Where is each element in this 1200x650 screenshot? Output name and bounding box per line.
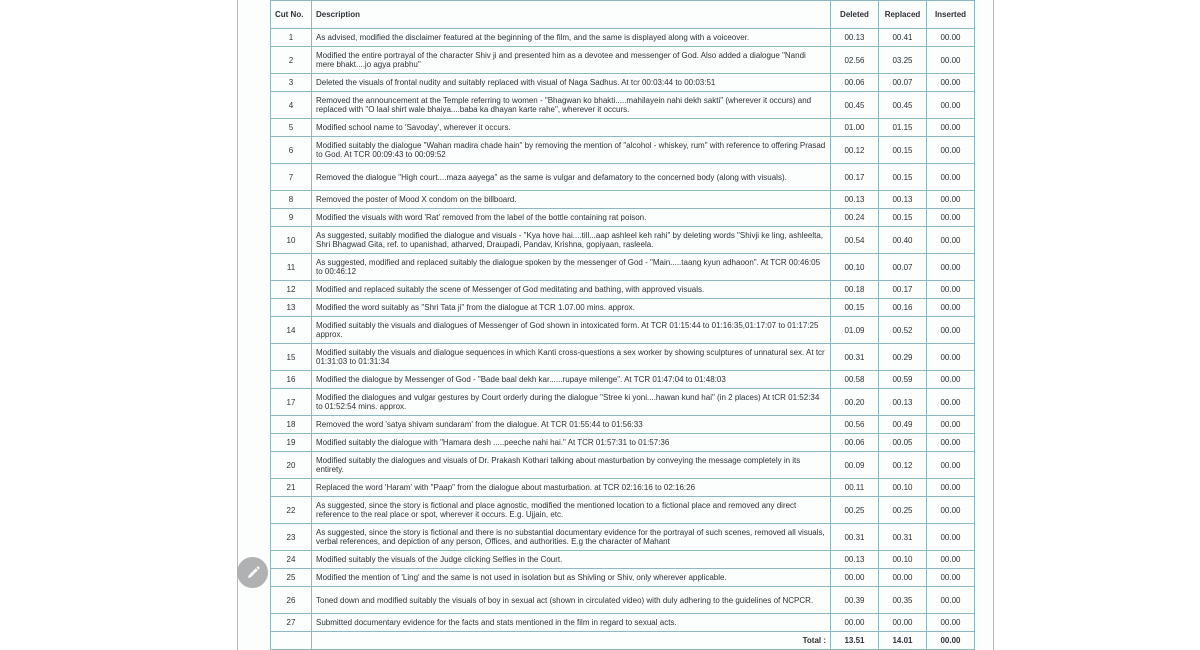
table-header-row xyxy=(271,1,975,29)
replaced-duration: 00.15 xyxy=(879,164,927,191)
deleted-duration: 00.25 xyxy=(831,497,879,524)
deleted-duration: 00.06 xyxy=(831,434,879,452)
inserted-duration: 00.00 xyxy=(927,389,975,416)
deleted-duration: 02.56 xyxy=(831,47,879,74)
cut-number: 3 xyxy=(271,74,312,92)
cut-description: Modified suitably the visuals and dialogues of Messenger of God shown in intoxicated form. At TCR 01:15:44 to 01:16:35,01:17:07 to 01:17:25 approx. xyxy=(312,317,831,344)
inserted-duration: 00.00 xyxy=(927,299,975,317)
inserted-duration: 00.00 xyxy=(927,614,975,632)
cut-number: 14 xyxy=(271,317,312,344)
cut-number: 18 xyxy=(271,416,312,434)
table-row xyxy=(271,497,975,524)
inserted-duration: 00.00 xyxy=(927,479,975,497)
cut-number: 2 xyxy=(271,47,312,74)
inserted-duration: 00.00 xyxy=(927,416,975,434)
inserted-duration: 00.00 xyxy=(927,317,975,344)
table-body xyxy=(271,29,975,632)
table-row xyxy=(271,434,975,452)
cut-description: Modified school name to 'Savoday', wherever it occurs. xyxy=(312,119,831,137)
table-row xyxy=(271,569,975,587)
inserted-duration: 00.00 xyxy=(927,452,975,479)
cut-description: Modified the dialogue by Messenger of God - "Bade baal dekh kar......rupaye milenge". At TCR 01:47:04 to 01:48:03 xyxy=(312,371,831,389)
replaced-duration: 00.15 xyxy=(879,137,927,164)
cuts-table xyxy=(270,0,975,650)
inserted-duration: 00.00 xyxy=(927,92,975,119)
inserted-duration: 00.00 xyxy=(927,47,975,74)
table-row xyxy=(271,209,975,227)
cut-number: 15 xyxy=(271,344,312,371)
cut-description: Modified suitably the visuals and dialogue sequences in which Kanti cross-questions a sex worker by showing sculptures of unnatural sex. At tcr 01:31:03 to 01:31:34 xyxy=(312,344,831,371)
table-row xyxy=(271,452,975,479)
cut-number: 12 xyxy=(271,281,312,299)
cut-description: Modified the mention of 'Ling' and the same is not used in isolation but as Shivling or Shiv, only wherever applicable. xyxy=(312,569,831,587)
deleted-duration: 00.56 xyxy=(831,416,879,434)
replaced-duration: 00.16 xyxy=(879,299,927,317)
cut-description: As suggested, since the story is fictional and place agnostic, modified the mentioned location to a fictional place and removed any direct reference to the real place or spot, wherever it occurs. E.g. Ujjain, etc. xyxy=(312,497,831,524)
inserted-duration: 00.00 xyxy=(927,434,975,452)
inserted-duration: 00.00 xyxy=(927,569,975,587)
cut-description: Modified suitably the visuals of the Judge clicking Selfies in the Court. xyxy=(312,551,831,569)
deleted-duration: 00.06 xyxy=(831,74,879,92)
cut-number: 27 xyxy=(271,614,312,632)
cut-description: Modified the visuals with word 'Rat' removed from the label of the bottle containing rat poison. xyxy=(312,209,831,227)
cut-number: 9 xyxy=(271,209,312,227)
deleted-duration: 00.12 xyxy=(831,137,879,164)
table-row xyxy=(271,389,975,416)
cut-description: Submitted documentary evidence for the facts and stats mentioned in the film in regard to sexual acts. xyxy=(312,614,831,632)
cut-description: As suggested, since the story is fictional and there is no substantial documentary evidence for the portrayal of such scenes, removed all visuals, verbal references, and depiction of any person, Offices, and authorities. E.g the character of Mahant xyxy=(312,524,831,551)
inserted-duration: 00.00 xyxy=(927,137,975,164)
cut-number: 8 xyxy=(271,191,312,209)
replaced-duration: 00.49 xyxy=(879,416,927,434)
inserted-duration: 00.00 xyxy=(927,164,975,191)
pencil-icon xyxy=(245,565,261,581)
deleted-duration: 00.45 xyxy=(831,92,879,119)
table-row xyxy=(271,416,975,434)
deleted-duration: 00.39 xyxy=(831,587,879,614)
replaced-duration: 00.52 xyxy=(879,317,927,344)
table-row xyxy=(271,164,975,191)
inserted-duration: 00.00 xyxy=(927,119,975,137)
table-row xyxy=(271,29,975,47)
replaced-duration: 00.17 xyxy=(879,281,927,299)
deleted-duration: 00.09 xyxy=(831,452,879,479)
replaced-duration: 00.25 xyxy=(879,497,927,524)
cut-description: Replaced the word 'Haram' with "Paap" from the dialogue about masturbation. at TCR 02:16:16 to 02:16:26 xyxy=(312,479,831,497)
inserted-duration: 00.00 xyxy=(927,344,975,371)
deleted-duration: 00.24 xyxy=(831,209,879,227)
deleted-duration: 00.11 xyxy=(831,479,879,497)
cut-number: 1 xyxy=(271,29,312,47)
cut-number: 10 xyxy=(271,227,312,254)
table-row xyxy=(271,371,975,389)
replaced-duration: 00.40 xyxy=(879,227,927,254)
total-inserted: 00.00 xyxy=(927,632,975,650)
replaced-duration: 00.10 xyxy=(879,479,927,497)
replaced-duration: 00.10 xyxy=(879,551,927,569)
deleted-duration: 00.00 xyxy=(831,614,879,632)
replaced-duration: 00.31 xyxy=(879,524,927,551)
cut-number: 25 xyxy=(271,569,312,587)
cut-number: 19 xyxy=(271,434,312,452)
total-replaced: 14.01 xyxy=(879,632,927,650)
replaced-duration: 00.13 xyxy=(879,191,927,209)
table-row xyxy=(271,74,975,92)
deleted-duration: 00.13 xyxy=(831,551,879,569)
cut-description: Modified suitably the dialogue "Wahan madira chade hain" by removing the mention of "alcohol - whiskey, rum" with reference to offering Prasad to God. At TCR 00:09:43 to 00:09:52 xyxy=(312,137,831,164)
table-row xyxy=(271,47,975,74)
replaced-duration: 00.59 xyxy=(879,371,927,389)
cut-description: Removed the dialogue "High court....maza aayega" as the same is vulgar and defamatory to the concerned body (along with visuals). xyxy=(312,164,831,191)
total-label: Total : xyxy=(312,632,831,650)
header-replaced: Replaced xyxy=(879,1,927,29)
cut-description: Removed the poster of Mood X condom on the billboard. xyxy=(312,191,831,209)
inserted-duration: 00.00 xyxy=(927,254,975,281)
cut-description: As advised, modified the disclaimer featured at the beginning of the film, and the same is displayed along with a voiceover. xyxy=(312,29,831,47)
replaced-duration: 01.15 xyxy=(879,119,927,137)
table-row xyxy=(271,137,975,164)
cut-number: 21 xyxy=(271,479,312,497)
header-deleted: Deleted xyxy=(831,1,879,29)
inserted-duration: 00.00 xyxy=(927,497,975,524)
total-spacer xyxy=(271,632,312,650)
cut-number: 5 xyxy=(271,119,312,137)
deleted-duration: 00.17 xyxy=(831,164,879,191)
table-row xyxy=(271,614,975,632)
inserted-duration: 00.00 xyxy=(927,29,975,47)
deleted-duration: 00.18 xyxy=(831,281,879,299)
cut-number: 22 xyxy=(271,497,312,524)
table-row xyxy=(271,299,975,317)
cut-number: 17 xyxy=(271,389,312,416)
replaced-duration: 00.07 xyxy=(879,254,927,281)
replaced-duration: 00.00 xyxy=(879,569,927,587)
cut-description: Removed the announcement at the Temple referring to women - "Bhagwan ko bhakti.....mahilayein nahi dekh sakti" (wherever it occurs) and replaced with "O laal shirt wale bhaiya....baba ka dhayan karte rahe", wherever it occurs. xyxy=(312,92,831,119)
inserted-duration: 00.00 xyxy=(927,227,975,254)
replaced-duration: 00.12 xyxy=(879,452,927,479)
replaced-duration: 00.45 xyxy=(879,92,927,119)
cut-number: 6 xyxy=(271,137,312,164)
replaced-duration: 00.07 xyxy=(879,74,927,92)
table-row xyxy=(271,119,975,137)
cut-number: 7 xyxy=(271,164,312,191)
cut-description: Modified suitably the dialogue with "Hamara desh .....peeche nahi hai." At TCR 01:57:31 to 01:57:36 xyxy=(312,434,831,452)
header-inserted: Inserted xyxy=(927,1,975,29)
cut-description: Modified the dialogues and vulgar gestures by Court orderly during the dialogue "Stree ki yoni....hawan kund hai" (in 2 places) At tCR 01:52:34 to 01:52:54 mins. approx. xyxy=(312,389,831,416)
deleted-duration: 00.54 xyxy=(831,227,879,254)
replaced-duration: 00.00 xyxy=(879,614,927,632)
table-row xyxy=(271,587,975,614)
cut-number: 4 xyxy=(271,92,312,119)
deleted-duration: 00.31 xyxy=(831,344,879,371)
cut-description: Toned down and modified suitably the visuals of boy in sexual act (shown in circulated video) with duly adhering to the guidelines of NCPCR. xyxy=(312,587,831,614)
table-row xyxy=(271,317,975,344)
cut-description: As suggested, modified and replaced suitably the dialogue spoken by the messenger of God - "Main.....taang kyun adhaoon". At TCR 00:46:05 to 00:46:12 xyxy=(312,254,831,281)
deleted-duration: 00.20 xyxy=(831,389,879,416)
table-row xyxy=(271,227,975,254)
inserted-duration: 00.00 xyxy=(927,209,975,227)
replaced-duration: 00.35 xyxy=(879,587,927,614)
total-row xyxy=(271,632,975,650)
replaced-duration: 00.41 xyxy=(879,29,927,47)
deleted-duration: 00.13 xyxy=(831,191,879,209)
cut-number: 13 xyxy=(271,299,312,317)
inserted-duration: 00.00 xyxy=(927,551,975,569)
deleted-duration: 01.09 xyxy=(831,317,879,344)
deleted-duration: 00.15 xyxy=(831,299,879,317)
replaced-duration: 03.25 xyxy=(879,47,927,74)
table-row xyxy=(271,281,975,299)
table-row xyxy=(271,191,975,209)
inserted-duration: 00.00 xyxy=(927,371,975,389)
cut-number: 11 xyxy=(271,254,312,281)
deleted-duration: 00.58 xyxy=(831,371,879,389)
replaced-duration: 00.15 xyxy=(879,209,927,227)
cut-description: Modified and replaced suitably the scene of Messenger of God meditating and bathing, with approved visuals. xyxy=(312,281,831,299)
table-row xyxy=(271,92,975,119)
deleted-duration: 00.13 xyxy=(831,29,879,47)
table-row xyxy=(271,551,975,569)
deleted-duration: 00.10 xyxy=(831,254,879,281)
cut-description: Modified suitably the dialogues and visuals of Dr. Prakash Kothari talking about masturbation by conveying the message completely in its entirety. xyxy=(312,452,831,479)
table-row xyxy=(271,479,975,497)
header-cut-no: Cut No. xyxy=(271,1,312,29)
cut-number: 26 xyxy=(271,587,312,614)
cut-description: Deleted the visuals of frontal nudity and suitably replaced with visual of Naga Sadhus. At tcr 00:03:44 to 00:03:51 xyxy=(312,74,831,92)
cut-description: Modified the word suitably as "Shri Tata ji" from the dialogue at TCR 1.07.00 mins. approx. xyxy=(312,299,831,317)
inserted-duration: 00.00 xyxy=(927,191,975,209)
deleted-duration: 00.31 xyxy=(831,524,879,551)
cut-description: As suggested, suitably modified the dialogue and visuals - "Kya hove hai....till...aap ashleel keh rahi" by deleting words "Shivji ke ling, ashleelta, Shri Bhagwad Gita, ref. to upanishad, atharved, Draupadi, Pandav, Krishna, gopiyaan, rasleela. xyxy=(312,227,831,254)
table-row xyxy=(271,344,975,371)
deleted-duration: 01.00 xyxy=(831,119,879,137)
cut-number: 16 xyxy=(271,371,312,389)
inserted-duration: 00.00 xyxy=(927,524,975,551)
deleted-duration: 00.00 xyxy=(831,569,879,587)
total-deleted: 13.51 xyxy=(831,632,879,650)
header-description: Description xyxy=(312,1,831,29)
replaced-duration: 00.29 xyxy=(879,344,927,371)
replaced-duration: 00.05 xyxy=(879,434,927,452)
table-row xyxy=(271,524,975,551)
edit-button[interactable] xyxy=(237,557,268,588)
cut-description: Modified the entire portrayal of the character Shiv ji and presented him as a devotee and messenger of God. Also added a dialogue "Nandi mere bhakt....jo agya prabhu" xyxy=(312,47,831,74)
cut-number: 24 xyxy=(271,551,312,569)
cut-number: 20 xyxy=(271,452,312,479)
inserted-duration: 00.00 xyxy=(927,74,975,92)
inserted-duration: 00.00 xyxy=(927,587,975,614)
cut-description: Removed the word 'satya shivam sundaram' from the dialogue. At TCR 01:55:44 to 01:56:33 xyxy=(312,416,831,434)
inserted-duration: 00.00 xyxy=(927,281,975,299)
table-row xyxy=(271,254,975,281)
replaced-duration: 00.13 xyxy=(879,389,927,416)
cut-number: 23 xyxy=(271,524,312,551)
